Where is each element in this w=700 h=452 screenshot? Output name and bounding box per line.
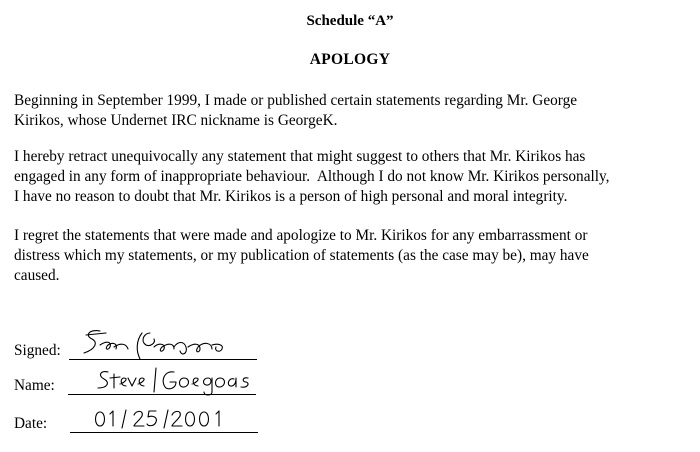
handwritten-name [94,366,264,396]
paragraph-line: I hereby retract unequivocally any statement that might suggest to others that Mr. Kirikos has [14,148,586,165]
date-line [70,432,258,433]
date-row [14,410,274,434]
handwritten-date [92,406,232,432]
signed-row [14,337,274,361]
paragraph-retraction [14,147,698,207]
paragraph-line: engaged in any form of inappropriate behaviour. Although I do not know Mr. Kirikos personally, [14,168,610,185]
paragraph-line: I have no reason to doubt that Mr. Kirikos is a person of high personal and moral integrity. [14,188,568,205]
document-heading: APOLOGY [309,51,391,68]
paragraph-line: I regret the statements that were made and apologize to Mr. Kirikos for any embarrassment or [14,227,588,244]
name-label: Name: [14,377,55,394]
schedule-title: Schedule “A” [306,13,394,29]
paragraph-line: distress which my statements, or my publication of statements (as the case may be), may have [14,247,589,264]
handwritten-signature [76,327,236,361]
name-row [14,372,274,396]
paragraph-line: Kirikos, whose Undernet IRC nickname is GeorgeK. [14,112,338,129]
paragraph-line: Beginning in September 1999, I made or published certain statements regarding Mr. George [14,92,578,109]
date-label: Date: [14,415,48,432]
signed-label: Signed: [14,342,61,359]
paragraph-regret [14,226,698,286]
paragraph-statements [14,91,698,131]
paragraph-line: caused. [14,267,60,284]
